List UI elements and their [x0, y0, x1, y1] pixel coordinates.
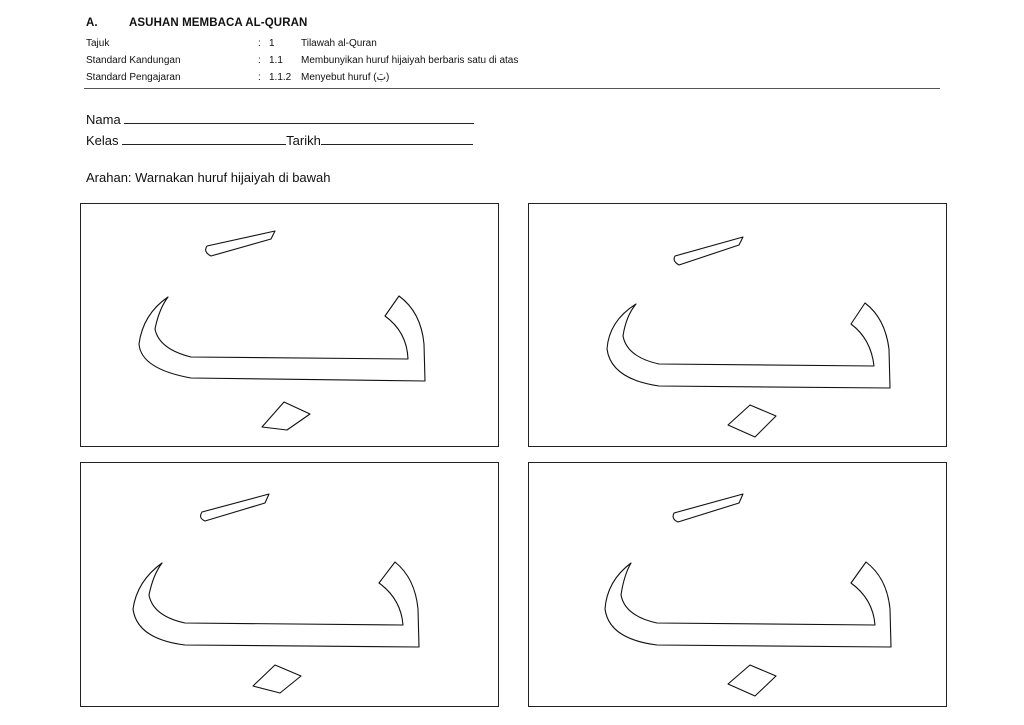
meta-code: 1 [269, 38, 275, 49]
meta-colon: : [258, 38, 261, 49]
section-title: ASUHAN MEMBACA AL-QURAN [129, 17, 308, 29]
letter-card-1 [80, 203, 499, 447]
letter-ba-outline-3[interactable] [81, 463, 498, 706]
meta-colon: : [258, 72, 261, 83]
meta-label: Standard Kandungan [86, 55, 181, 66]
meta-desc: Tilawah al-Quran [301, 38, 377, 49]
section-heading [86, 17, 307, 29]
header-divider [84, 88, 940, 89]
meta-desc: Membunyikan huruf hijaiyah berbaris satu di atas [301, 55, 519, 66]
meta-code: 1.1.2 [269, 72, 292, 83]
letter-ba-outline-2[interactable] [529, 204, 946, 446]
meta-desc: Menyebut huruf (بَ) [301, 72, 390, 83]
letter-ba-outline-4[interactable] [529, 463, 946, 706]
name-label: Nama [86, 112, 121, 127]
name-blank-line[interactable] [124, 109, 474, 124]
name-field-row [86, 109, 474, 127]
class-label: Kelas [86, 133, 119, 148]
letter-card-3 [80, 462, 499, 707]
meta-code: 1.1 [269, 55, 283, 66]
letter-ba-outline-1[interactable] [81, 204, 498, 446]
class-blank-line[interactable] [122, 130, 286, 145]
date-label: Tarikh [286, 133, 321, 148]
section-letter: A. [86, 17, 98, 29]
letter-card-2 [528, 203, 947, 447]
class-date-field-row [86, 130, 473, 148]
meta-label: Tajuk [86, 38, 110, 49]
date-blank-line[interactable] [321, 130, 473, 145]
meta-label: Standard Pengajaran [86, 72, 181, 83]
meta-colon: : [258, 55, 261, 66]
letter-card-4 [528, 462, 947, 707]
instruction-text: Arahan: Warnakan huruf hijaiyah di bawah [86, 170, 331, 185]
